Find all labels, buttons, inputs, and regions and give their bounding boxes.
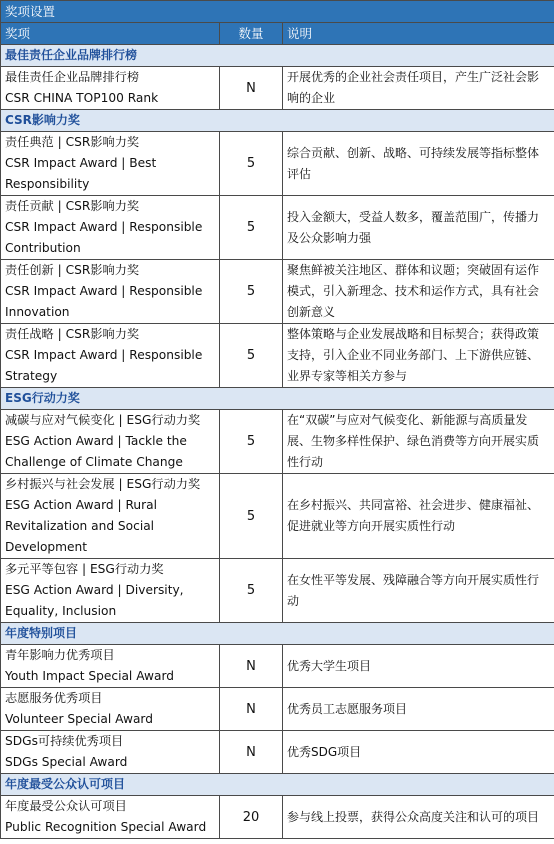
award-quantity: 5 [220,260,283,324]
award-name-line: ESG Action Award | Diversity, [5,583,184,597]
award-name-cell [1,645,220,688]
award-row [1,688,554,731]
award-quantity: 5 [220,196,283,260]
award-name-cell [1,67,220,110]
column-header-row [1,23,554,45]
award-name-line: 多元平等包容 | ESG行动力奖 [5,562,164,576]
award-row [1,559,554,623]
award-name-cell [1,474,220,559]
award-description-cell [283,260,554,324]
award-quantity: N [220,688,283,731]
award-quantity: 5 [220,474,283,559]
award-row [1,731,554,774]
award-quantity: 5 [220,324,283,388]
award-name-line: Innovation [5,305,70,319]
award-name-line: 年度最受公众认可项目 [5,799,127,813]
award-name-line: Contribution [5,241,81,255]
award-quantity: N [220,645,283,688]
section-title: 最佳责任企业品牌排行榜 [1,45,554,67]
award-row [1,474,554,559]
award-name-line: CSR Impact Award | Responsible [5,220,203,234]
award-name-line: 责任战略 | CSR影响力奖 [5,327,140,341]
section-row [1,774,554,796]
award-name-line: 最佳责任企业品牌排行榜 [5,70,140,84]
award-description-cell [283,645,554,688]
award-row [1,132,554,196]
award-quantity: N [220,731,283,774]
award-name-line: Development [5,540,88,554]
award-description-cell [283,731,554,774]
award-description-cell [283,688,554,731]
award-name-line: CSR CHINA TOP100 Rank [5,91,159,105]
table-body [1,1,554,839]
award-name-line: Public Recognition Special Award [5,820,207,834]
award-name-line: ESG Action Award | Tackle the [5,434,187,448]
award-row [1,796,554,839]
award-description: 在女性平等发展、残障融合等方向开展实质性行动 [287,572,540,608]
award-name-cell [1,324,220,388]
award-description: 整体策略与企业发展战略和目标契合；获得政策支持，引入企业不同业务部门、上下游供应链、业界专家等相关方参与 [287,327,540,383]
award-quantity: 5 [220,410,283,474]
award-name-line: SDGs Special Award [5,755,128,769]
award-name-line: CSR Impact Award | Best [5,156,157,170]
award-name-cell [1,410,220,474]
award-name-line: Volunteer Special Award [5,712,153,726]
award-description: 投入金额大，受益人数多，覆盖范围广，传播力及公众影响力强 [287,209,540,245]
award-name-line: 青年影响力优秀项目 [5,648,115,662]
award-description: 在“双碳”与应对气候变化、新能源与高质量发展、生物多样性保护、绿色消费等方向开展实质性行动 [287,413,540,469]
award-name-line: 责任创新 | CSR影响力奖 [5,263,140,277]
award-description: 在乡村振兴、共同富裕、社会进步、健康福祉、促进就业等方向开展实质性行动 [287,498,540,533]
table-title: 奖项设置 [1,1,554,23]
award-name-line: Challenge of Climate Change [5,455,183,469]
award-name-line: 责任贡献 | CSR影响力奖 [5,199,140,213]
section-title: 年度最受公众认可项目 [1,774,554,796]
award-row [1,260,554,324]
award-name-cell [1,796,220,839]
award-name-line: CSR Impact Award | Responsible [5,348,203,362]
award-quantity: N [220,67,283,110]
award-name-line: 志愿服务优秀项目 [5,691,103,705]
award-description-cell [283,410,554,474]
award-description-cell [283,559,554,623]
award-row [1,324,554,388]
award-name-cell [1,559,220,623]
award-name-line: Equality, Inclusion [5,604,117,618]
award-row [1,67,554,110]
award-name-line: ESG Action Award | Rural [5,498,157,512]
award-quantity: 5 [220,132,283,196]
award-description-cell [283,796,554,839]
award-name-line: 减碳与应对气候变化 | ESG行动力奖 [5,413,201,427]
award-name-line: SDGs可持续优秀项目 [5,734,124,748]
award-description: 优秀SDG项目 [287,744,362,759]
section-title: ESG行动力奖 [1,388,554,410]
section-row [1,45,554,67]
award-name-line: CSR Impact Award | Responsible [5,284,203,298]
award-description-cell [283,196,554,260]
award-row [1,196,554,260]
award-name-line: 责任典范 | CSR影响力奖 [5,135,140,149]
column-header-quantity: 数量 [220,23,283,45]
award-description: 聚焦鲜被关注地区、群体和议题；突破固有运作模式，引入新理念、技术和运作方式，具有社会创新意义 [287,263,540,319]
column-header-award: 奖项 [1,23,220,45]
award-description: 优秀大学生项目 [287,658,372,673]
award-description: 优秀员工志愿服务项目 [287,701,408,716]
award-description-cell [283,474,554,559]
award-row [1,645,554,688]
award-description: 开展优秀的企业社会责任项目，产生广泛社会影响的企业 [287,70,540,105]
award-name-cell [1,731,220,774]
award-name-line: Revitalization and Social [5,519,155,533]
award-name-line: Youth Impact Special Award [5,669,175,683]
award-description-cell [283,132,554,196]
award-quantity: 5 [220,559,283,623]
award-name-line: 乡村振兴与社会发展 | ESG行动力奖 [5,477,201,491]
section-title: CSR影响力奖 [1,110,554,132]
section-title: 年度特别项目 [1,623,554,645]
column-header-description: 说明 [283,23,554,45]
award-name-line: Strategy [5,369,58,383]
section-row [1,623,554,645]
award-name-cell [1,196,220,260]
award-name-line: Responsibility [5,177,90,191]
award-row [1,410,554,474]
section-row [1,388,554,410]
award-description: 参与线上投票，获得公众高度关注和认可的项目 [287,809,540,824]
award-description: 综合贡献、创新、战略、可持续发展等指标整体评估 [287,145,540,181]
award-name-cell [1,132,220,196]
award-quantity: 20 [220,796,283,839]
award-description-cell [283,67,554,110]
section-row [1,110,554,132]
award-name-cell [1,688,220,731]
award-name-cell [1,260,220,324]
table-title-row [1,1,554,23]
award-description-cell [283,324,554,388]
